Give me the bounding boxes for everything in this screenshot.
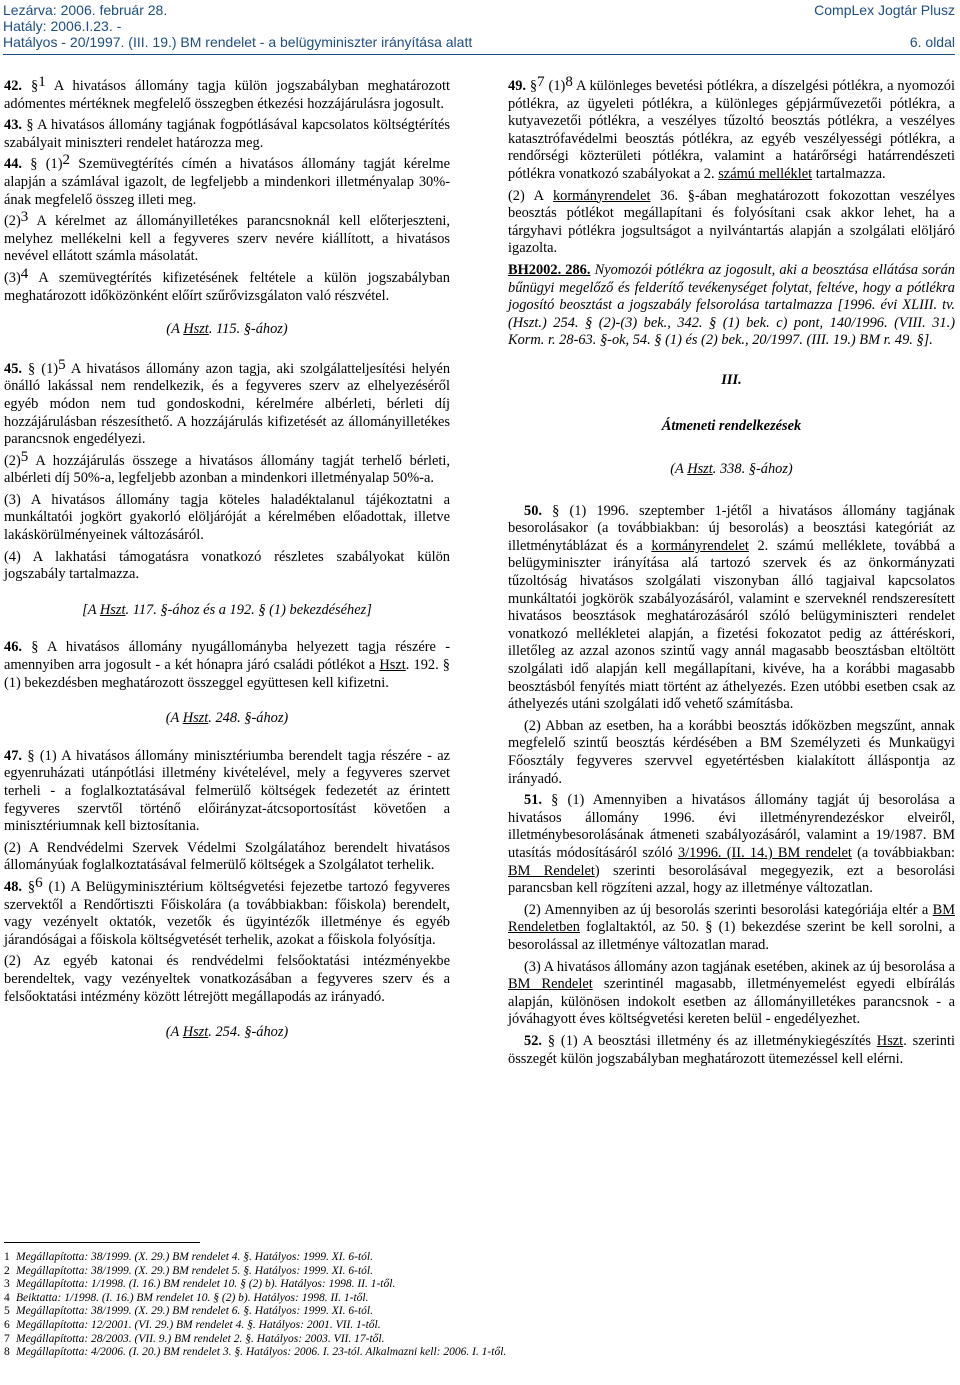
kormanyrendelet-link[interactable]: kormányrendelet [651, 537, 749, 554]
footnote-text: Megállapította: 4/2006. (I. 20.) BM rendelet 3. §. Hatályos: 2006. I. 23-tól. Alkalmazni kell: 2006. I. 1-től. [16, 1346, 507, 1359]
footnote-text: Beiktatta: 1/1998. (I. 16.) BM rendelet 10. § (2) b). Hatályos: 1998. II. 1-től. [16, 1291, 369, 1304]
section-sign: § [31, 78, 39, 94]
section-51-2-text: (2) Amennyiben az új besorolás szerinti besorolási kategóriája eltér a [524, 901, 933, 918]
hszt-link[interactable]: Hszt [182, 1024, 209, 1041]
footnote-text: Megállapította: 38/1999. (X. 29.) BM rendelet 5. §. Hatályos: 1999. XI. 6-tól. [16, 1264, 373, 1277]
section-43-text: § A hivatásos állomány tagjának fogpótlásával kapcsolatos költségtérítés szabályait miniszteri rendelet határozza meg. [4, 117, 450, 151]
section-51-2-text-cont: foglaltaktól, az 50. § (1) bekezdése szerint be kell sorolni, a besorolással az illetménye változatlan marad. [508, 919, 955, 953]
section-45-prefix: § (1) [22, 360, 59, 377]
section-sign: § [22, 878, 36, 895]
section-50-number: 50. [524, 502, 542, 519]
section-49-text-cont: tartalmazza. [812, 165, 886, 182]
footnote-ref-1[interactable]: 1 [38, 74, 46, 90]
paragraph-number: (2) [4, 452, 21, 469]
section-45-3: (3) A hivatásos állomány tagja köteles haladéktalanul tájékoztatni a munkáltatói jogkört gyakorló elöljáróját a kérelmében előadottak, illetve lakáskörülményeinek változásáról. [4, 491, 450, 544]
section-49 [508, 74, 955, 184]
paragraph-number: (2) [4, 213, 21, 230]
bh-decision-link[interactable]: BH2002. 286. [508, 261, 591, 278]
footnote-number: 5 [4, 1305, 10, 1318]
header-effect-date: Hatály: 2006.I.23. - [3, 18, 122, 34]
section-51-2 [508, 902, 955, 955]
part-title: Átmeneti rendelkezések [661, 417, 802, 434]
section-sign: § [526, 78, 538, 94]
bm-rendelet-link[interactable]: BM Rendelet [508, 976, 593, 993]
footnote-ref-5[interactable]: 5 [58, 356, 66, 373]
section-45 [4, 356, 451, 449]
section-42-text: A hivatásos állomány tagja külön jogszabályban meghatározott adómentes mértéknek megfelelő összegben étkezési hozzájárulásra jogosult. [4, 78, 450, 112]
section-47-number: 47. [4, 747, 22, 764]
section-44 [4, 152, 450, 209]
paragraph-number: (3) [4, 269, 21, 286]
footnote-ref-5b[interactable]: 5 [20, 448, 29, 465]
reference-hszt-117 [4, 602, 450, 620]
hszt-link[interactable]: Hszt [99, 601, 126, 618]
ref-suffix: . 338. §-ához) [712, 461, 793, 478]
footnote-6 [4, 1319, 804, 1333]
section-45-text: A hivatásos állomány azon tagja, aki szolgálatteljesítési helyén önálló lakással nem rendelkezik, és a fegyveres szerv az elhelyezéséről egyéb módon nem tud gondoskodni, kérelmére albérleti, bérleti díj hozzájárulásban részesíthető. A hozzájárulás kifizetését az állományilletékes parancsnok engedélyezi. [4, 360, 451, 448]
section-44-text: Szemüvegtérítés címén a hivatásos állomány tagját kérelme alapján a számlával igazolt, de legfeljebb a mindenkori illetményalap 30%-ának megfelelő összeg illeti meg. [4, 156, 450, 208]
section-48 [4, 874, 450, 949]
hszt-link[interactable]: Hszt [183, 321, 209, 338]
bm-rendelet-short-link[interactable]: BM Rendelet [508, 862, 595, 879]
footnote-7 [4, 1333, 804, 1347]
ref-prefix: (A [165, 710, 183, 727]
footnote-number: 4 [4, 1291, 10, 1304]
paragraph-number: (2) A [508, 187, 553, 204]
right-column [508, 74, 956, 1072]
section-43 [4, 117, 450, 152]
reference-hszt-115 [4, 321, 450, 339]
footnote-ref-4[interactable]: 4 [20, 265, 29, 282]
section-46 [4, 639, 450, 692]
paragraph-number: (1) [544, 78, 566, 94]
section-48-text: (1) A Belügyminisztérium költségvetési fejezetbe tartozó fegyveres szervektől a Rendőrtiszti Főiskolára (a továbbiakban: főiskola) berendelt, vagy vezényelt oktatók, vezetők és ügyintézők illetménye és egyéb járandóságai a főiskola költségvetését terhelik, azokat a főiskola folyósítja. [4, 878, 450, 948]
section-52 [508, 1033, 955, 1068]
section-44-prefix: § (1) [22, 156, 63, 173]
reference-hszt-254 [4, 1024, 450, 1042]
ref-prefix: (A [165, 1024, 183, 1041]
footnote-ref-7[interactable]: 7 [537, 74, 545, 90]
footnote-number: 8 [4, 1346, 10, 1359]
ref-prefix: (A [670, 461, 688, 478]
section-50-2: (2) Abban az esetben, ha a korábbi beosztás időközben megszűnt, annak megfelelő szintű beosztás kérdésében a BM Személyzeti és Munkaügyi Főosztály fegyveres szervvel egyetértésben kialakított álláspontja az irányadó. [508, 717, 955, 787]
section-48-number: 48. [4, 878, 22, 895]
header-divider [3, 54, 955, 55]
footnote-text: Megállapította: 38/1999. (X. 29.) BM rendelet 4. §. Hatályos: 1999. XI. 6-tól. [16, 1251, 373, 1263]
section-51-3 [508, 959, 955, 1029]
ref-prefix: [A [82, 601, 100, 618]
header-left [3, 2, 472, 50]
ref-suffix: . 117. §-ához és a 192. § (1) bekezdéséhez] [125, 601, 372, 618]
footnote-ref-6[interactable]: 6 [35, 874, 43, 891]
section-49-number: 49. [508, 78, 526, 94]
kormanyrendelet-link[interactable]: kormányrendelet [552, 187, 651, 204]
bm-rendelet-link[interactable]: 3/1996. (II. 14.) BM rendelet [677, 844, 852, 861]
section-47 [4, 748, 450, 836]
header-page-number: 6. oldal [909, 34, 955, 50]
section-43-number: 43. [4, 117, 22, 134]
footnote-number: 7 [4, 1332, 10, 1345]
section-47-text: § (1) A hivatásos állomány minisztériumba berendelt tagja részére - az egyenruházati utánpótlási illetmény kivételével, mely a fegyveres szervet terheli - a foglalkoztatásával felmerülő költségek fedezetét az érintett fegyveres szervtől történő előirányzat-átcsoportosítást követően a minisztériumnak kell biztosítania. [4, 747, 450, 835]
ref-suffix: . 248. §-ához) [208, 710, 289, 727]
ref-prefix: (A [166, 321, 184, 338]
section-51-3-text: (3) A hivatásos állomány azon tagjának esetében, akinek az új besorolása a [524, 958, 955, 975]
section-45-number: 45. [4, 360, 22, 377]
section-51-3-text-cont: szerintinél magasabb, illetményemelést egyedi elbírálás alapján, különösen indokolt esetben az állományilletékes parancsnok - a jóváhagyott éves költségvetési kereten belül - engedélyezhet. [508, 976, 955, 1028]
page-header [3, 2, 955, 52]
section-51-number: 51. [524, 792, 542, 809]
bm-rendeletben-link[interactable]: BM Rendeletben [508, 901, 955, 936]
footnote-4 [4, 1292, 804, 1306]
section-44-3-text: A szemüvegtérítés kifizetésének feltétele a külön jogszabályban meghatározott időközönként előírt szűrővizsgálaton való részvétel. [4, 269, 450, 304]
hszt-link[interactable]: Hszt [182, 710, 209, 727]
section-52-text-cont: . szerinti összegét külön jogszabályban meghatározott ütemezéssel kell elérni. [508, 1032, 955, 1067]
section-49-2 [508, 188, 955, 258]
part-number: III. [721, 371, 742, 388]
section-44-2 [4, 209, 450, 266]
section-46-text-cont: . 192. § (1) bekezdésben meghatározott összeggel együttesen kell kifizetni. [4, 657, 451, 691]
footnote-text: Megállapította: 38/1999. (X. 29.) BM rendelet 6. §. Hatályos: 1999. XI. 6-tól. [16, 1305, 373, 1318]
section-48-2: (2) Az egyéb katonai és rendvédelmi felsőoktatási intézményekbe berendeltek, vagy vezényeltek vonatkozásában a fegyveres szerv és a felsőoktatási intézmény között létrejött megállapodás az irányadó. [4, 953, 450, 1005]
section-46-number: 46. [4, 639, 22, 656]
section-50-text: § (1) 1996. szeptember 1-jétől a hivatásos állomány tagjának besorolásakor (a továbbiakban: új besorolás) a beosztási kategóriát az illetménytáblázat és a [508, 502, 955, 554]
footnote-ref-2[interactable]: 2 [62, 152, 71, 169]
section-47-2: (2) A Rendvédelmi Szervek Védelmi Szolgálatához berendelt hivatásos állományúak foglalkoztatásával felmerülő költségek a Szolgálatot terhelik. [4, 839, 450, 874]
hszt-link[interactable]: Hszt [379, 657, 406, 674]
footnote-ref-8[interactable]: 8 [565, 74, 573, 90]
footnote-number: 6 [4, 1318, 10, 1331]
section-49-text: A különleges bevetési pótlékra, a díszelgési pótlékra, a nyomozói pótlékra, az ügyeleti pótlékra, a különleges gépjárművezetői pótlékra, a kutyavezetői pótlékra, a veszélyes tűzoltó beosztás pótlékra, a veszélyes katasztrófavédelmi beosztás pótlékra, az egyéb veszélyességi pótlékra, a rendőrségi közterületi pótlékra, valamint a határőrségi határrendészeti pótlékra vonatkozó szabályokat a 2. [508, 78, 955, 182]
section-46-text: § A hivatásos állomány nyugállományba helyezett tagja részére - amennyiben arra jogosult - a két hónapra járó családi pótlékot a [4, 639, 450, 674]
header-closed-date: Lezárva: 2006. február 28. [3, 2, 168, 18]
footnote-2 [4, 1265, 804, 1279]
section-51-text-end: ) szerinti besorolásával megegyezik, ezt a besorolási parancsban kell rögzíteni azzal, hogy az illetménye változatlan. [508, 862, 956, 897]
section-42-number: 42. [4, 78, 22, 94]
reference-hszt-248 [4, 710, 450, 728]
footnote-number: 3 [4, 1278, 10, 1291]
section-51-text-cont: (a továbbiakban: [851, 844, 956, 861]
footnote-text: Megállapította: 12/2001. (VI. 29.) BM rendelet 4. §. Hatályos: 2001. VII. 1-től. [16, 1318, 381, 1331]
footnote-8 [4, 1346, 804, 1360]
section-44-number: 44. [4, 156, 22, 173]
court-decision-note [508, 262, 955, 350]
header-product-name: CompLex Jogtár Plusz [814, 2, 955, 18]
section-52-text: § (1) A beosztási illetmény és az illetménykiegészítés [542, 1032, 877, 1049]
footnote-text: Megállapította: 28/2003. (VII. 9.) BM rendelet 2. §. Hatályos: 2003. VII. 17-től. [16, 1332, 385, 1345]
footnote-3 [4, 1278, 804, 1292]
section-45-2-text: A hozzájárulás összege a hivatásos állomány tagját terhelő bérleti, albérleti díj 50%-a, legfeljebb azonban a mindenkori illetményalap 50%-a. [4, 452, 450, 487]
left-column [4, 74, 451, 1056]
footnote-divider [4, 1242, 200, 1243]
section-51 [508, 792, 955, 898]
section-45-4: (4) A lakhatási támogatásra vonatkozó részletes szabályokat külön jogszabály tartalmazza. [4, 548, 450, 583]
footnote-number: 1 [4, 1251, 10, 1263]
hszt-link[interactable]: Hszt [687, 461, 713, 478]
footnote-number: 2 [4, 1264, 10, 1277]
ref-suffix: . 115. §-ához) [208, 321, 288, 338]
footnotes [4, 1251, 804, 1360]
section-52-number: 52. [524, 1032, 542, 1049]
section-45-2 [4, 448, 450, 488]
section-51-text: § (1) Amennyiben a hivatásos állomány tagját új besorolása a hivatásos állomány 1996. évi illetményrendezéskor elveiről, illetménybesorolásának átmeneti szabályozásáról, valamint a 19/1987. BM utasítás módosításáról szóló [508, 792, 955, 861]
section-50-text-cont: 2. számú melléklete, továbbá a belügyminiszter irányítása alá tartozó szervek és az önkormányzati tűzoltóság hivatásos szolgálati viszonyban álló tagjaival kapcsolatos munkáltatói jogkörök szabályozásáról, valamint e szerveknél rendszeresített hivatásos beosztások meghatározásáról szóló belügyminiszteri rendelet vonatkozó mellékletei alapján, a fizetési fokozatot pedig az áttéréskori, illetőleg az azzal azonos szintű vagy annál magasabb beosztásban eltöltött szolgálati idő alapján kell megállapítani, kivéve, ha a korábbi magasabb beosztásból fenyítés miatt történt az áthelyezés. Ezen utóbbi esetben csak az áthelyezés utáni szolgálati idő vehető számításba. [508, 537, 955, 713]
section-50 [508, 503, 955, 714]
footnote-ref-3[interactable]: 3 [20, 209, 29, 226]
reference-hszt-338 [508, 461, 955, 479]
section-44-3 [4, 265, 450, 305]
footnote-5 [4, 1305, 804, 1319]
footnote-text: Megállapította: 1/1998. (I. 16.) BM rendelet 10. § (2) b). Hatályos: 1998. II. 1-től. [16, 1278, 396, 1291]
court-decision-text: Nyomozói pótlékra az jogosult, aki a beosztása ellátása során bűnügyi megelőző és felderítő tevékenységet folytat, feltéve, hogy a pótlékra jogosító beosztást a jogszabály felsorolása tartalmazza [1996. évi XLIII. tv. (Hszt.) 254. § (2)-(3) bek., 342. § (1) bek. c) pont, 140/1996. (VIII. 31.) Korm. r. 28-63. §-ok, 54. § (1) és (2) bek., 20/1997. (III. 19.) BM r. 49. §]. [508, 261, 955, 349]
hszt-link[interactable]: Hszt [876, 1032, 904, 1049]
annex-2-link[interactable]: számú melléklet [718, 165, 813, 182]
header-document-title: Hatályos - 20/1997. (III. 19.) BM rendelet - a belügyminiszter irányítása alatt [3, 34, 473, 50]
section-42 [4, 74, 450, 113]
section-49-2-text: 36. §-ában meghatározott fokozottan veszélyes beosztás pótlékot megállapítani és folyósítani csak akkor lehet, ha a tárgyhavi pótlékra jogsultságot a nyilvántartás alapján a szolgálati elöljáró igazolta. [508, 187, 955, 257]
section-44-2-text: A kérelmet az állományilletékes parancsnoknál kell előterjeszteni, melyhez mellékelni kell a fegyveres szerv nevére kiállított, a hivatásos nevével ellátott számla másolatát. [4, 213, 450, 265]
footnote-1 [4, 1251, 804, 1265]
ref-suffix: . 254. §-ához) [208, 1024, 289, 1041]
